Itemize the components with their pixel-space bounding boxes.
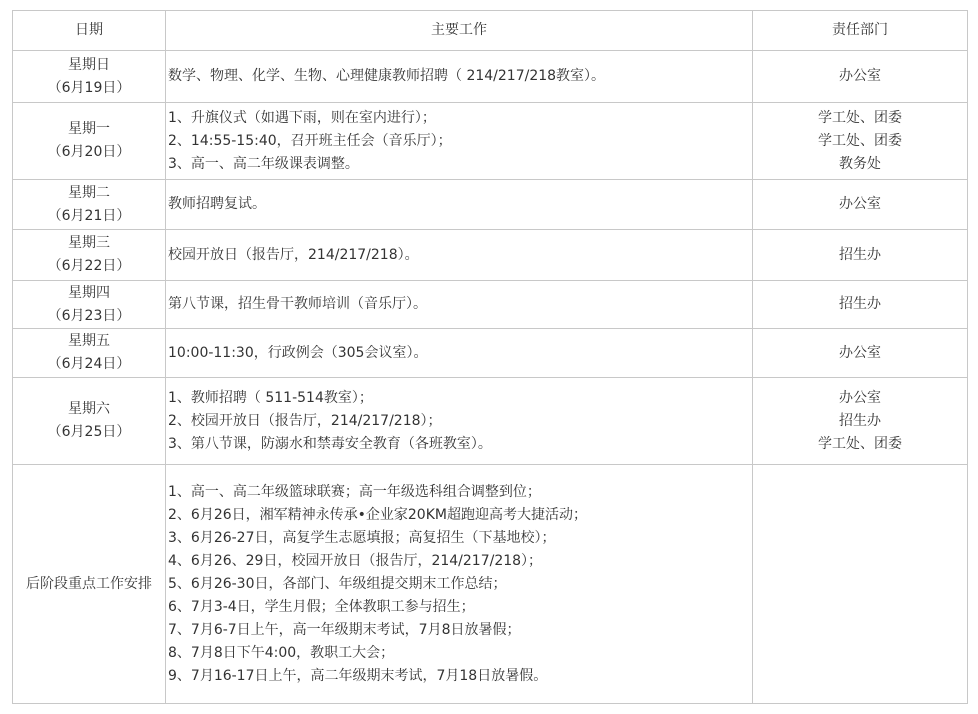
day-name: 星期二 <box>68 184 110 201</box>
work-cell <box>166 103 753 180</box>
header-dept: 责任部门 <box>753 11 968 51</box>
day-name: 星期日 <box>68 56 110 73</box>
work-cell <box>166 329 753 378</box>
work-item: 10:00-11:30，行政例会（305会议室）。 <box>168 344 428 361</box>
day-date: （6月21日） <box>47 207 131 224</box>
dept-item: 学工处、团委 <box>818 109 902 126</box>
dept-cell <box>753 378 968 465</box>
dept-item: 办公室 <box>839 344 881 361</box>
work-cell <box>166 230 753 281</box>
work-cell <box>166 378 753 465</box>
dept-item: 办公室 <box>839 68 881 84</box>
schedule-table <box>12 10 968 704</box>
work-item: 1、升旗仪式（如遇下雨，则在室内进行）； <box>168 109 436 126</box>
dept-item: 教务处 <box>839 155 881 172</box>
work-item: 4、6月26、29日，校园开放日（报告厅，214/217/218）； <box>168 552 543 569</box>
schedule-row-sunday <box>13 51 968 103</box>
work-cell <box>166 281 753 329</box>
schedule-row-later-stage <box>13 465 968 704</box>
work-item: 3、高一、高二年级课表调整。 <box>168 155 359 172</box>
dept-cell <box>753 230 968 281</box>
work-item: 第八节课，招生骨干教师培训（音乐厅）。 <box>168 296 427 312</box>
dept-item: 办公室 <box>839 196 881 212</box>
dept-item: 招生办 <box>839 246 881 263</box>
header-date: 日期 <box>13 11 166 51</box>
work-item: 1、教师招聘（ 511-514教室）； <box>168 389 373 406</box>
work-item: 3、第八节课，防溺水和禁毒安全教育（各班教室）。 <box>168 435 492 452</box>
dept-item: 招生办 <box>839 296 881 312</box>
dept-cell <box>753 281 968 329</box>
schedule-row-friday <box>13 329 968 378</box>
schedule-row-thursday <box>13 281 968 329</box>
work-item: 7、7月6-7日上午，高一年级期末考试，7月8日放暑假； <box>168 621 521 638</box>
work-item: 1、高一、高二年级篮球联赛；高一年级选科组合调整到位； <box>168 483 541 500</box>
later-stage-label: 后阶段重点工作安排 <box>26 575 152 592</box>
work-cell <box>166 180 753 230</box>
day-name: 星期三 <box>68 235 110 251</box>
work-item: 数学、物理、化学、生物、心理健康教师招聘（ 214/217/218教室）。 <box>168 68 606 84</box>
header-row <box>13 11 968 51</box>
work-item: 教师招聘复试。 <box>168 196 266 212</box>
date-cell <box>13 230 166 281</box>
date-cell <box>13 281 166 329</box>
dept-item: 学工处、团委 <box>818 132 902 149</box>
day-name: 星期六 <box>68 401 110 417</box>
day-date: （6月19日） <box>47 79 131 96</box>
date-cell <box>13 51 166 103</box>
work-item: 6、7月3-4日，学生月假；全体教职工参与招生； <box>168 598 475 615</box>
header-work: 主要工作 <box>166 11 753 51</box>
day-date: （6月22日） <box>47 258 131 274</box>
work-item: 3、6月26-27日，高复学生志愿填报；高复招生（下基地校）； <box>168 529 556 546</box>
work-item: 校园开放日（报告厅，214/217/218）。 <box>168 246 419 263</box>
day-date: （6月23日） <box>47 307 131 324</box>
dept-cell <box>753 465 968 704</box>
work-cell <box>166 465 753 704</box>
dept-cell <box>753 103 968 180</box>
date-cell <box>13 180 166 230</box>
day-date: （6月20日） <box>47 144 131 160</box>
schedule-row-tuesday <box>13 180 968 230</box>
schedule-row-wednesday <box>13 230 968 281</box>
work-item: 5、6月26-30日，各部门、年级组提交期末工作总结； <box>168 575 507 592</box>
dept-item: 办公室 <box>839 389 881 406</box>
work-item: 9、7月16-17日上午，高二年级期末考试，7月18日放暑假。 <box>168 667 548 684</box>
day-name: 星期一 <box>68 121 110 137</box>
dept-cell <box>753 329 968 378</box>
work-item: 2、校园开放日（报告厅，214/217/218）； <box>168 412 442 429</box>
day-name: 星期四 <box>68 284 110 301</box>
schedule-row-saturday <box>13 378 968 465</box>
dept-item: 学工处、团委 <box>818 435 902 452</box>
work-item: 8、7月8日下午4:00，教职工大会； <box>168 644 395 661</box>
date-cell <box>13 329 166 378</box>
work-item: 2、14:55-15:40，召开班主任会（音乐厅）； <box>168 132 452 149</box>
date-cell <box>13 103 166 180</box>
dept-cell <box>753 180 968 230</box>
dept-item: 招生办 <box>839 412 881 429</box>
date-cell <box>13 465 166 704</box>
date-cell <box>13 378 166 465</box>
dept-cell <box>753 51 968 103</box>
day-name: 星期五 <box>68 333 110 349</box>
work-cell <box>166 51 753 103</box>
work-item: 2、6月26日，湘军精神永传承•企业家20KM超跑迎高考大捷活动； <box>168 506 587 523</box>
schedule-row-monday <box>13 103 968 180</box>
day-date: （6月25日） <box>47 424 131 440</box>
day-date: （6月24日） <box>47 356 131 372</box>
